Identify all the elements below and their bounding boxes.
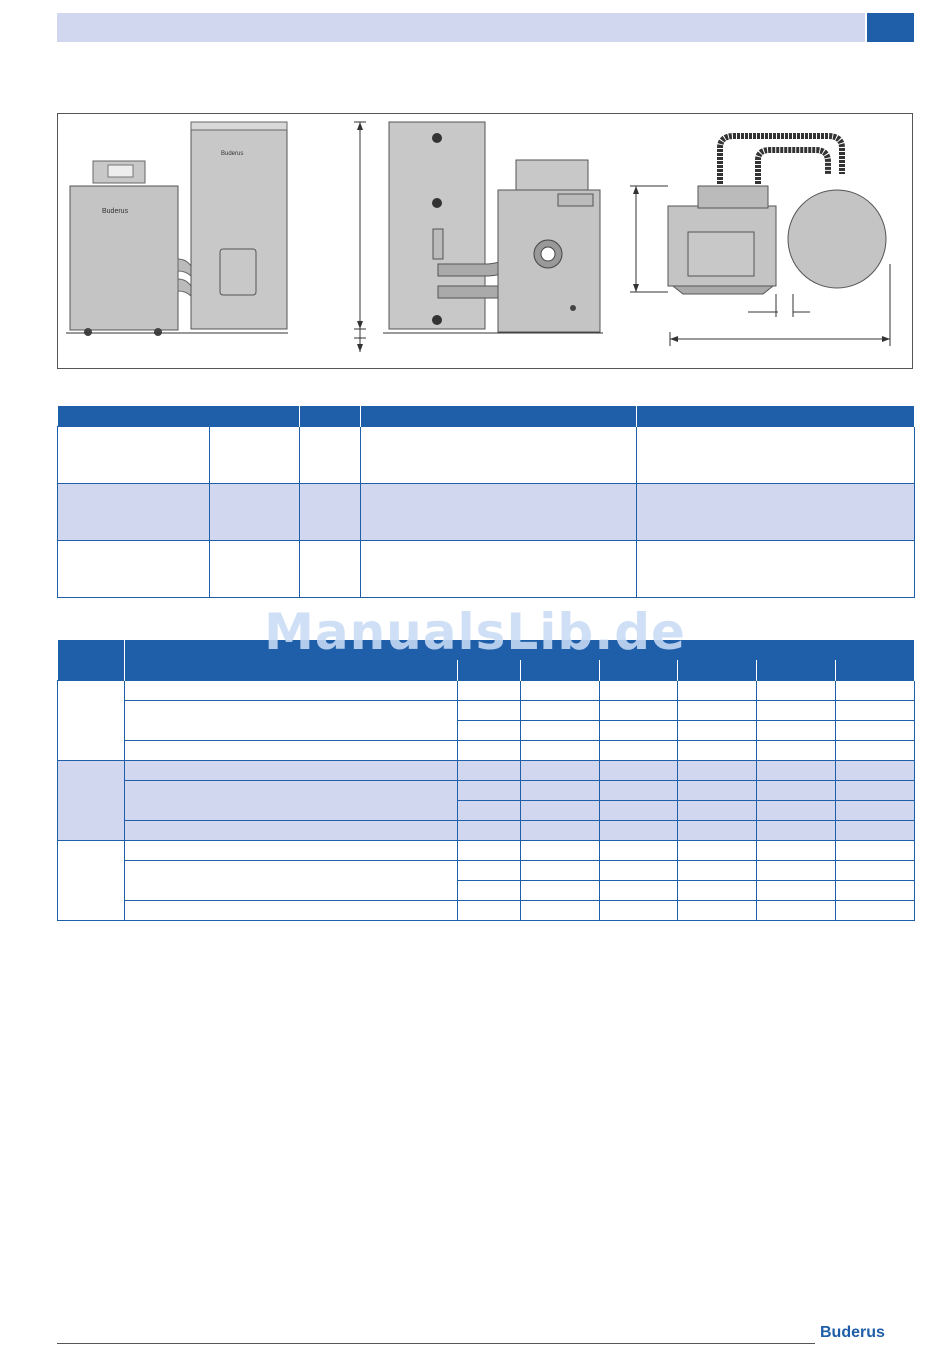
table1-cell [361, 541, 637, 598]
table2-header-cell [600, 660, 678, 681]
side-view [354, 122, 603, 352]
boiler-foot-left [84, 328, 92, 336]
tank-brand-label: Buderus [221, 151, 244, 157]
table2-row [58, 701, 915, 721]
boiler-foot-right [154, 328, 162, 336]
table2-group-cell [58, 841, 125, 921]
valve [433, 229, 443, 259]
table1-row [58, 541, 915, 598]
table2-row [58, 681, 915, 701]
front-view [66, 122, 288, 336]
table2-group-cell [58, 761, 125, 841]
header-page-tab [867, 13, 914, 42]
table2-row [58, 861, 915, 881]
table2-header-row [58, 640, 915, 660]
boiler-brand-label: Buderus [102, 208, 129, 215]
table1-header-cell [361, 406, 637, 427]
table2-header-cell [458, 660, 521, 681]
table2-row [58, 821, 915, 841]
table2-row [58, 741, 915, 761]
data-table-2 [57, 640, 915, 921]
table2-header-cell [58, 660, 125, 681]
pipe-upper [178, 259, 191, 276]
table1-cell [637, 427, 915, 484]
table2-header-cell [757, 660, 836, 681]
table1-cell [361, 427, 637, 484]
tank-port-1 [432, 133, 442, 143]
table1-row [58, 484, 915, 541]
table1-header-cell [300, 406, 361, 427]
tank-top [788, 190, 886, 288]
table1-cell [637, 541, 915, 598]
footer-rule [57, 1343, 815, 1344]
controller-side [516, 160, 588, 190]
pipe-lower [178, 279, 191, 296]
watermark: ManualsLib.de [264, 603, 686, 661]
table1-cell [58, 484, 210, 541]
product-dimension-figure [57, 113, 913, 369]
table1-cell [210, 484, 300, 541]
table2-header-cell [125, 640, 915, 660]
data-table-1 [57, 406, 915, 598]
table2-row [58, 761, 915, 781]
table2-header-cell [678, 660, 757, 681]
table1-cell [637, 484, 915, 541]
table2-header-cell [836, 660, 915, 681]
tank-panel [220, 249, 256, 295]
table1-cell [361, 484, 637, 541]
table2-group-cell [58, 681, 125, 761]
table2-header-cell [58, 640, 125, 660]
controller-display [108, 165, 133, 177]
table1-row [58, 427, 915, 484]
table2-subheader-row [58, 660, 915, 681]
top-view [630, 136, 890, 346]
table2-row [58, 841, 915, 861]
tank-top-cap [191, 122, 287, 130]
fittings [698, 186, 768, 208]
tank-port-2 [432, 198, 442, 208]
table1-header-cell [58, 406, 300, 427]
table1-cell [210, 427, 300, 484]
brand-logo: Buderus [820, 1324, 885, 1341]
table1-cell [58, 427, 210, 484]
table1-cell [300, 484, 361, 541]
table1-cell [300, 427, 361, 484]
top-pipe-2 [758, 150, 828, 184]
table2-header-cell [521, 660, 600, 681]
header-bar [57, 13, 865, 42]
table1-cell [210, 541, 300, 598]
table1-cell [300, 541, 361, 598]
table1-header-cell [637, 406, 915, 427]
tank-port-3 [432, 315, 442, 325]
table1-header-row [58, 406, 915, 427]
table2-row [58, 901, 915, 921]
top-pipe-1 [720, 136, 842, 184]
figure-drawing [58, 114, 914, 370]
table1-cell [58, 541, 210, 598]
table2-row [58, 781, 915, 801]
table2-header-cell [125, 660, 458, 681]
